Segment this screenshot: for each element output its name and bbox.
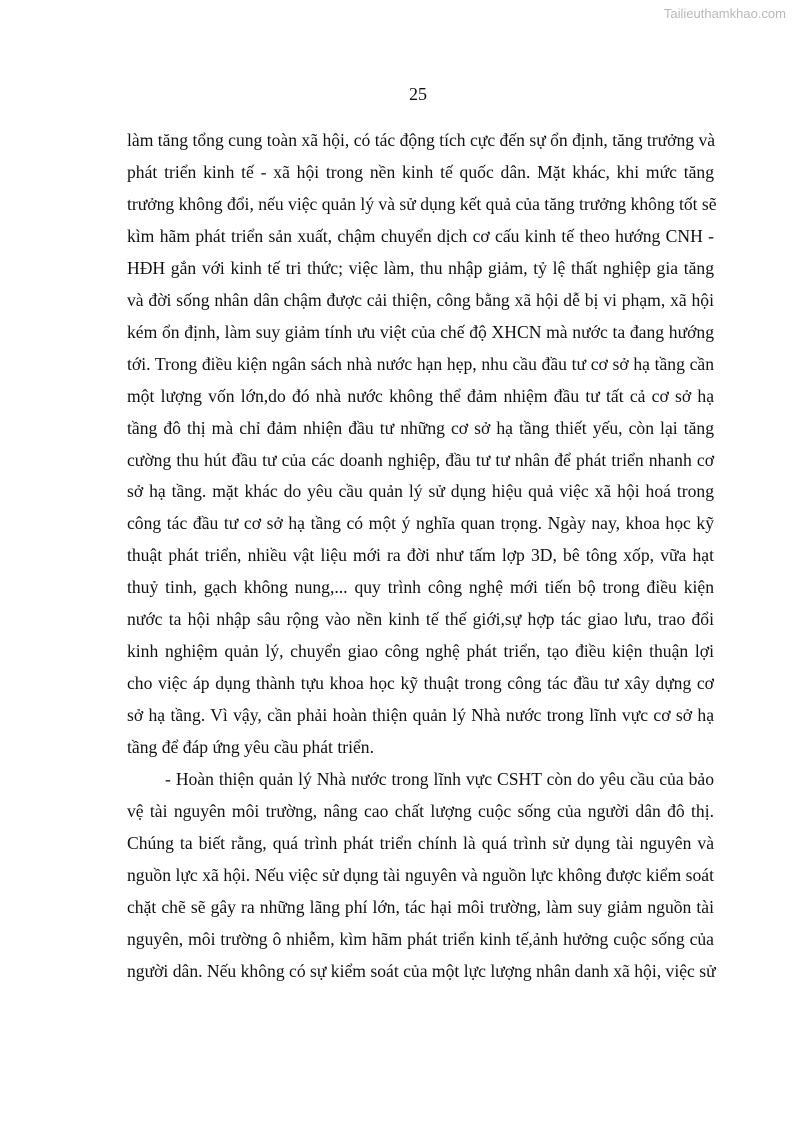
page-number: 25 <box>409 84 427 104</box>
text-line: nước ta hội nhập sâu rộng vào nền kinh tế thế giới,sự hợp tác giao lưu, trao đổi <box>127 609 714 630</box>
text-line: vệ tài nguyên môi trường, nâng cao chất lượng cuộc sống của người dân đô thị. <box>127 800 714 821</box>
text-line: - Hoàn thiện quản lý Nhà nước trong lĩnh vực CSHT còn do yêu cầu của bảo <box>165 769 714 789</box>
text-line: công tác đầu tư cơ sở hạ tầng có một ý nghĩa quan trọng. Ngày nay, khoa học kỹ <box>127 513 714 534</box>
text-line: làm tăng tổng cung toàn xã hội, có tác động tích cực đến sự ổn định, tăng trưởng và <box>127 130 716 150</box>
text-line: người dân. Nếu không có sự kiểm soát của một lực lượng nhân danh xã hội, việc sử <box>127 960 716 981</box>
text-line: thuật phát triển, nhiều vật liệu mới ra đời như tấm lợp 3D, bê tông xốp, vữa hạt <box>127 545 714 566</box>
text-line: Chúng ta biết rằng, quá trình phát triển chính là quá trình sử dụng tài nguyên và <box>127 832 714 853</box>
text-line: và đời sống nhân dân chậm được cải thiện, công bằng xã hội dễ bị vi phạm, xã hội <box>127 289 714 310</box>
text-line: thuỷ tinh, gạch không nung,... quy trình công nghệ mới tiến bộ trong điều kiện <box>127 577 714 598</box>
text-line: kìm hãm phát triển sản xuất, chậm chuyển dịch cơ cấu kinh tế theo hướng CNH - <box>127 225 714 246</box>
text-line: nguồn lực xã hội. Nếu việc sử dụng tài nguyên và nguồn lực không được kiểm soát <box>127 864 714 885</box>
text-line: kém ổn định, làm suy giảm tính ưu việt của chế độ XHCN mà nước ta đang hướng <box>127 321 714 342</box>
text-line: kinh nghiệm quản lý, chuyển giao công nghệ phát triển, tạo điều kiện thuận lợi <box>127 641 714 662</box>
text-line: nguyên, môi trường ô nhiễm, kìm hãm phát triển kinh tế,ảnh hưởng cuộc sống của <box>127 928 714 949</box>
text-line: tầng đô thị mà chỉ đảm nhiện đầu tư những cơ sở hạ tầng thiết yếu, còn lại tăng <box>127 417 714 438</box>
text-line: HĐH gắn với kinh tế tri thức; việc làm, thu nhập giảm, tỷ lệ thất nghiệp gia tăng <box>127 257 714 278</box>
watermark: Tailieuthamkhao.com <box>663 6 786 21</box>
text-line: sở hạ tầng. mặt khác do yêu cầu quản lý sử dụng hiệu quả việc xã hội hoá trong <box>127 481 714 502</box>
text-line: tới. Trong điều kiện ngân sách nhà nước hạn hẹp, nhu cầu đầu tư cơ sở hạ tầng cần <box>127 353 714 374</box>
text-line: tầng để đáp ứng yêu cầu phát triển. <box>127 737 374 758</box>
text-line: phát triển kinh tế - xã hội trong nền kinh tế quốc dân. Mặt khác, khi mức tăng <box>127 161 714 182</box>
text-line: cường thu hút đầu tư của các doanh nghiệp, đầu tư tư nhân để phát triển nhanh cơ <box>127 449 714 470</box>
text-line: cho việc áp dụng thành tựu khoa học kỹ thuật trong công tác đầu tư xây dựng cơ <box>127 673 714 694</box>
text-line: chặt chẽ sẽ gây ra những lãng phí lớn, tác hại môi trường, làm suy giảm nguồn tài <box>127 896 714 917</box>
text-line: sở hạ tầng. Vì vậy, cần phải hoàn thiện quản lý Nhà nước trong lĩnh vực cơ sở hạ <box>127 705 714 726</box>
text-line: một lượng vốn lớn,do đó nhà nước không thể đảm nhiệm đầu tư tất cả cơ sở hạ <box>127 385 714 406</box>
text-line: trưởng không đổi, nếu việc quản lý và sử dụng kết quả của tăng trưởng không tốt sẽ <box>127 193 717 214</box>
